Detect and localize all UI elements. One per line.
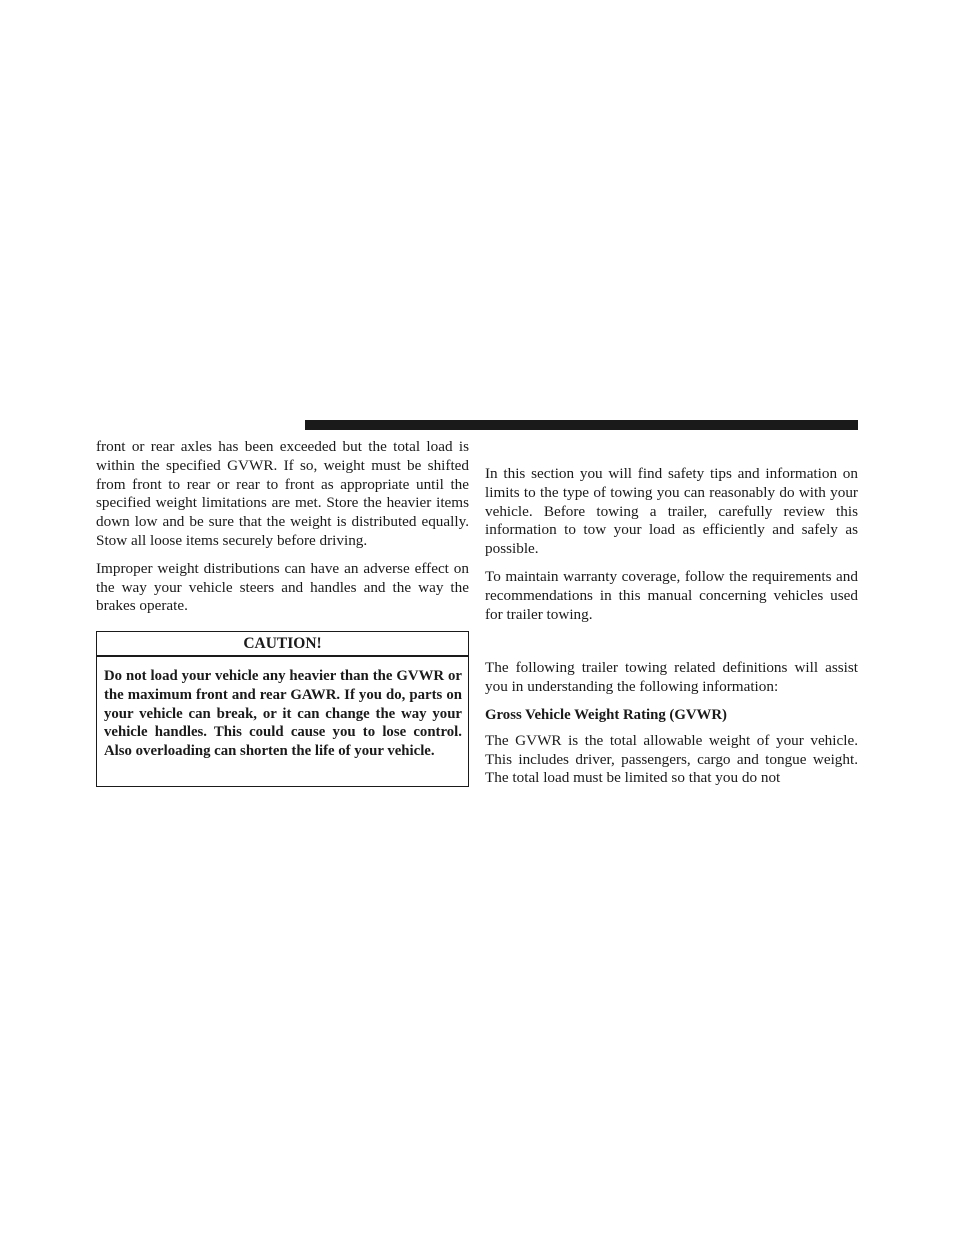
right-paragraph-4: The GVWR is the total allowable weight of your vehicle. This includes driver, passengers, cargo and tongue weight. The total load must be limited so that you do not — [485, 731, 858, 787]
left-paragraph-2: Improper weight distributions can have an adverse effect on the way your vehicle steers and handles and the way the brakes operate. — [96, 559, 469, 615]
left-column — [96, 438, 469, 616]
caution-body: Do not load your vehicle any heavier than the GVWR or the maximum front and rear GAWR. If you do, parts on your vehicle can break, or it can change the way your vehicle handles. This could cause you to lose control. Also overloading can shorten the life of your vehicle. — [104, 668, 462, 760]
right-column — [485, 465, 858, 788]
right-paragraph-3: The following trailer towing related definitions will assist you in understanding the following information: — [485, 659, 858, 696]
right-paragraph-2: To maintain warranty coverage, follow the requirements and recommendations in this manual concerning vehicles used for trailer towing. — [485, 567, 858, 623]
left-paragraph-1: front or rear axles has been exceeded but the total load is within the specified GVWR. If so, weight must be shifted from front to rear or rear to front as appropriate until the specified weight limitations are met. Store the heavier items down low and be sure that the weight is distributed equally. Stow all loose items securely before driving. — [96, 438, 469, 549]
section-header-bar — [305, 420, 858, 430]
gvwr-subheading: Gross Vehicle Weight Rating (GVWR) — [485, 706, 727, 723]
right-paragraph-1: In this section you will find safety tips and information on limits to the type of towing you can reasonably do with your vehicle. Before towing a trailer, carefully review this information to tow your load as efficiently and safely as possible. — [485, 465, 858, 558]
caution-box — [96, 631, 469, 787]
caution-title: CAUTION! — [97, 632, 468, 657]
